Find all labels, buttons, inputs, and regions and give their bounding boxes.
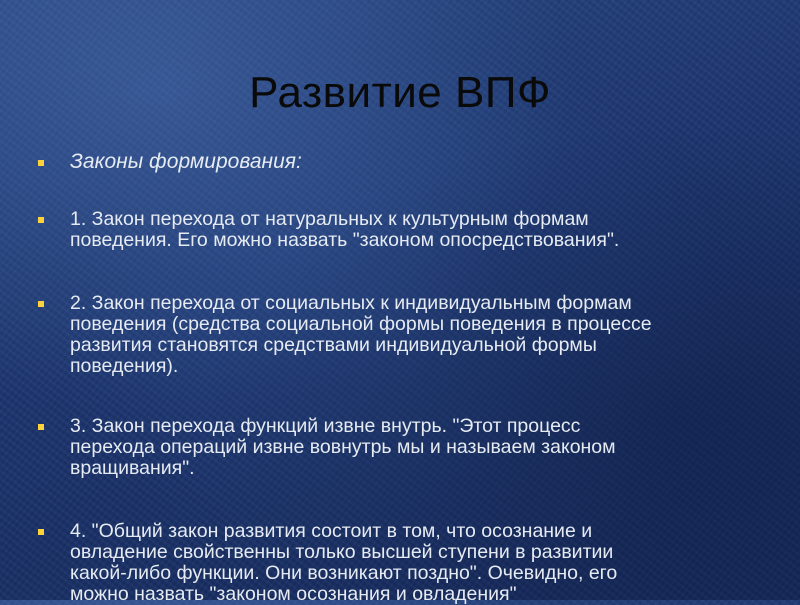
bullet-icon <box>38 529 44 535</box>
bullet-icon <box>38 160 44 166</box>
list-item-law-3 <box>38 416 768 479</box>
heading-text: Законы формирования: <box>70 150 302 173</box>
law-4-text: 4. "Общий закон развития состоит в том, что осознание и овладение свойственны только высшей ступени в развитии какой-либо функции. Они возникают поздно". Очевидно, его можно назвать "законом осознания и овладения" <box>70 520 618 605</box>
bullet-icon <box>38 424 44 430</box>
list-item-law-2 <box>38 293 768 377</box>
law-2-text: 2. Закон перехода от социальных к индивидуальным формам поведения (средства социальной формы поведения в процессе развития становятся средствами индивидуальной формы поведения). <box>70 292 652 377</box>
list-item-law-1 <box>38 209 768 251</box>
list-item-heading <box>38 151 768 172</box>
list-item-law-4 <box>38 521 768 605</box>
bullet-icon <box>38 301 44 307</box>
bullet-icon <box>38 217 44 223</box>
law-1-text: 1. Закон перехода от натуральных к культурным формам поведения. Его можно назвать "законом опосредствования". <box>70 208 620 251</box>
law-3-text: 3. Закон перехода функций извне внутрь. "Этот процесс перехода операций извне вовнутрь мы и называем законом вращивания". <box>70 415 616 479</box>
slide-title: Развитие ВПФ <box>249 68 551 117</box>
